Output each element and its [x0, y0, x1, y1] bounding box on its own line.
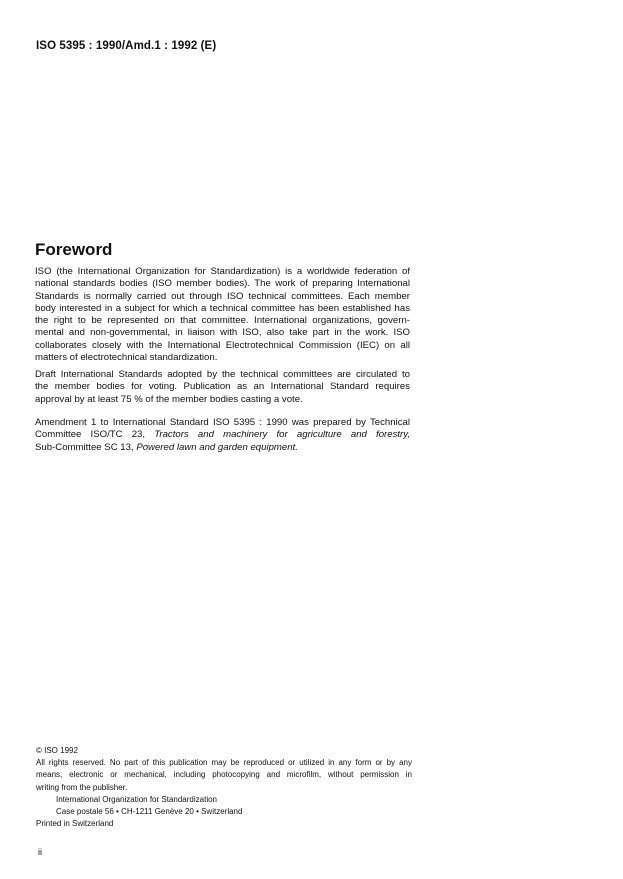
committee-title: Tractors and machinery for agriculture and forestry, — [154, 429, 410, 441]
rights-line: writing from the publisher. — [36, 782, 128, 792]
text-line — [35, 442, 410, 454]
text-line: Draft International Standards adopted by the technical committees are circulated to — [35, 369, 410, 380]
text-line: Amendment 1 to International Standard ISO 5395 : 1990 was prepared by Technical — [35, 417, 410, 428]
paragraph-iso-intro — [35, 266, 410, 364]
text-line — [35, 429, 410, 441]
subcommittee-ref: Sub-Committee SC 13, — [35, 441, 134, 453]
printed-in: Printed in Switzerland — [36, 819, 114, 829]
text-line: collaborates closely with the International Electrotechnical Commission (IEC) on all — [35, 339, 410, 351]
page-number: ii — [38, 847, 42, 857]
text-line: ISO (the International Organization for Standardization) is a worldwide federation of — [35, 266, 410, 277]
paragraph-draft-standards — [35, 369, 410, 406]
text-line: Standards is normally carried out through ISO technical committees. Each member — [35, 290, 410, 302]
text-line: matters of electrotechnical standardization. — [35, 352, 218, 364]
document-header: ISO 5395 : 1990/Amd.1 : 1992 (E) — [36, 40, 217, 52]
text-line: approval by at least 75 % of the member bodies casting a vote. — [35, 393, 303, 405]
text-line: national standards bodies (ISO member bodies). The work of preparing International — [35, 278, 410, 290]
address-line: Case postale 56 • CH-1211 Genève 20 • Switzerland — [56, 806, 243, 816]
copyright-line: © ISO 1992 — [36, 746, 78, 755]
rights-line: means, electronic or mechanical, including photocopying and microfilm, without permission in — [36, 770, 412, 780]
address-line: International Organization for Standardization — [56, 794, 217, 804]
rights-line: All rights reserved. No part of this publication may be reproduced or utilized in any form or by any — [36, 758, 412, 768]
text-line: mental and non-governmental, in liaison with ISO, also take part in the work. ISO — [35, 327, 410, 339]
copyright-block — [36, 745, 412, 830]
paragraph-amendment — [35, 417, 410, 454]
text-line: body interested in a subject for which a technical committee has been established has — [35, 302, 410, 314]
text-line: the right to be represented on that committee. International organizations, govern- — [35, 315, 410, 327]
section-title: Foreword — [35, 240, 113, 259]
text-line: the member bodies for voting. Publication as an International Standard requires — [35, 381, 410, 393]
committee-ref: Committee ISO/TC 23, — [35, 429, 146, 441]
subcommittee-title: Powered lawn and garden equipment. — [136, 441, 298, 453]
